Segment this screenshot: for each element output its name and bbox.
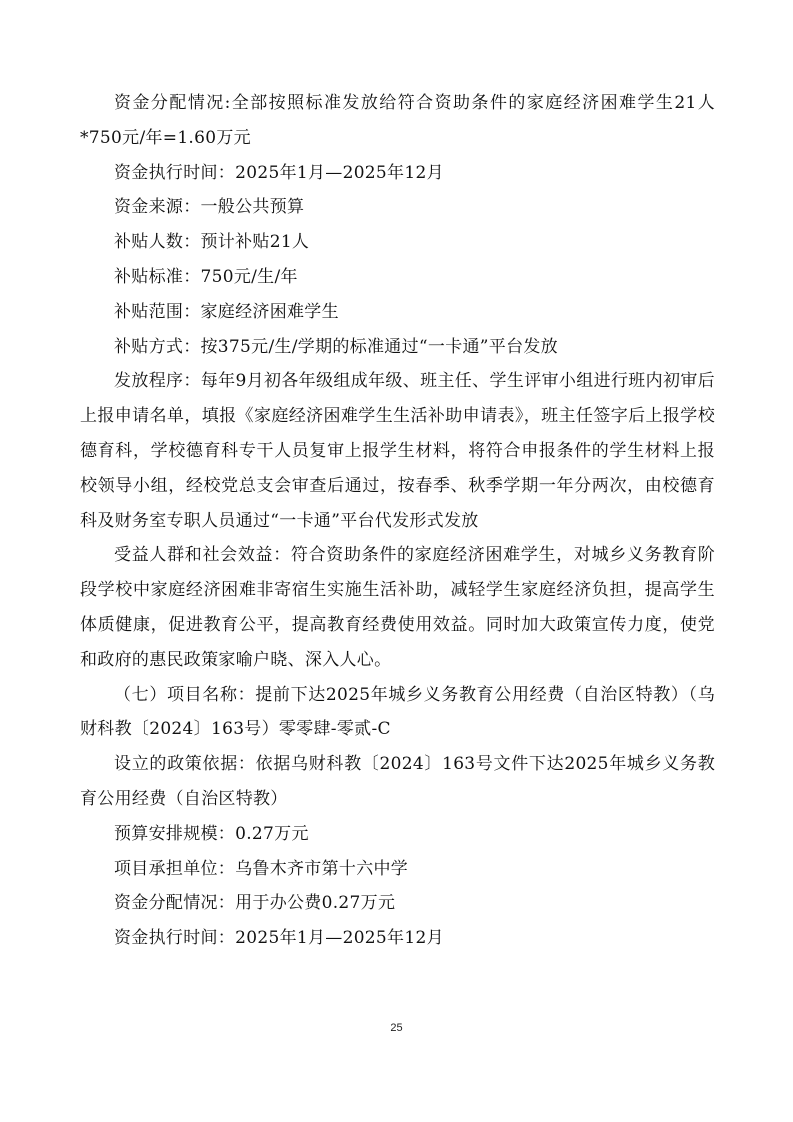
paragraph-subsidy-scope: 补贴范围：家庭经济困难学生 <box>114 301 339 322</box>
paragraph-fund-allocation-2: 资金分配情况：用于办公费0.27万元 <box>114 893 396 914</box>
paragraph-subsidy-count: 补贴人数：预计补贴21人 <box>114 232 310 253</box>
paragraph-budget-scale: 预算安排规模：0.27万元 <box>114 823 309 844</box>
paragraph-project-name: （七）项目名称：提前下达2025年城乡义务教育公用经费（自治区特教）（乌财科教〔2024〕163号）零零肆-零贰-C <box>80 684 715 740</box>
paragraph-fund-source: 资金来源：一般公共预算 <box>114 197 305 218</box>
page-number: 25 <box>390 1022 403 1034</box>
paragraph-distribution-procedure: 发放程序：每年9月初各年级组成年级、班主任、学生评审小组进行班内初审后上报申请名单，填报《家庭经济困难学生生活补助申请表》，班主任签字后上报学校德育科，学校德育科专干人员复审上报学生材料，将符合申报条件的学生材料上报校领导小组，经校党总支会审查后通过，按春季、秋季学期一年分两次，由校德育科及财务室专职人员通过“一卡通”平台代发形式发放 <box>80 371 715 531</box>
paragraph-beneficiaries: 受益人群和社会效益：符合资助条件的家庭经济困难学生，对城乡义务教育阶段学校中家庭经济困难非寄宿生实施生活补助，减轻学生家庭经济负担，提高学生体质健康，促进教育公平，提高教育经费使用效益。同时加大政策宣传力度，使党和政府的惠民政策家喻户晓、深入人心。 <box>80 545 715 670</box>
paragraph-execution-time: 资金执行时间：2025年1月—2025年12月 <box>114 162 444 183</box>
paragraph-subsidy-standard: 补贴标准：750元/生/年 <box>114 266 298 287</box>
paragraph-policy-basis: 设立的政策依据：依据乌财科教〔2024〕163号文件下达2025年城乡义务教育公用经费（自治区特教） <box>80 754 715 809</box>
paragraph-fund-allocation: 资金分配情况:全部按照标准发放给符合资助条件的家庭经济困难学生21人*750元/年=1.60万元 <box>80 93 715 148</box>
paragraph-project-unit: 项目承担单位：乌鲁木齐市第十六中学 <box>114 858 409 879</box>
paragraph-subsidy-method: 补贴方式：按375元/生/学期的标准通过“一卡通”平台发放 <box>114 336 558 357</box>
document-body <box>80 86 715 956</box>
paragraph-execution-time-2: 资金执行时间：2025年1月—2025年12月 <box>114 928 444 949</box>
